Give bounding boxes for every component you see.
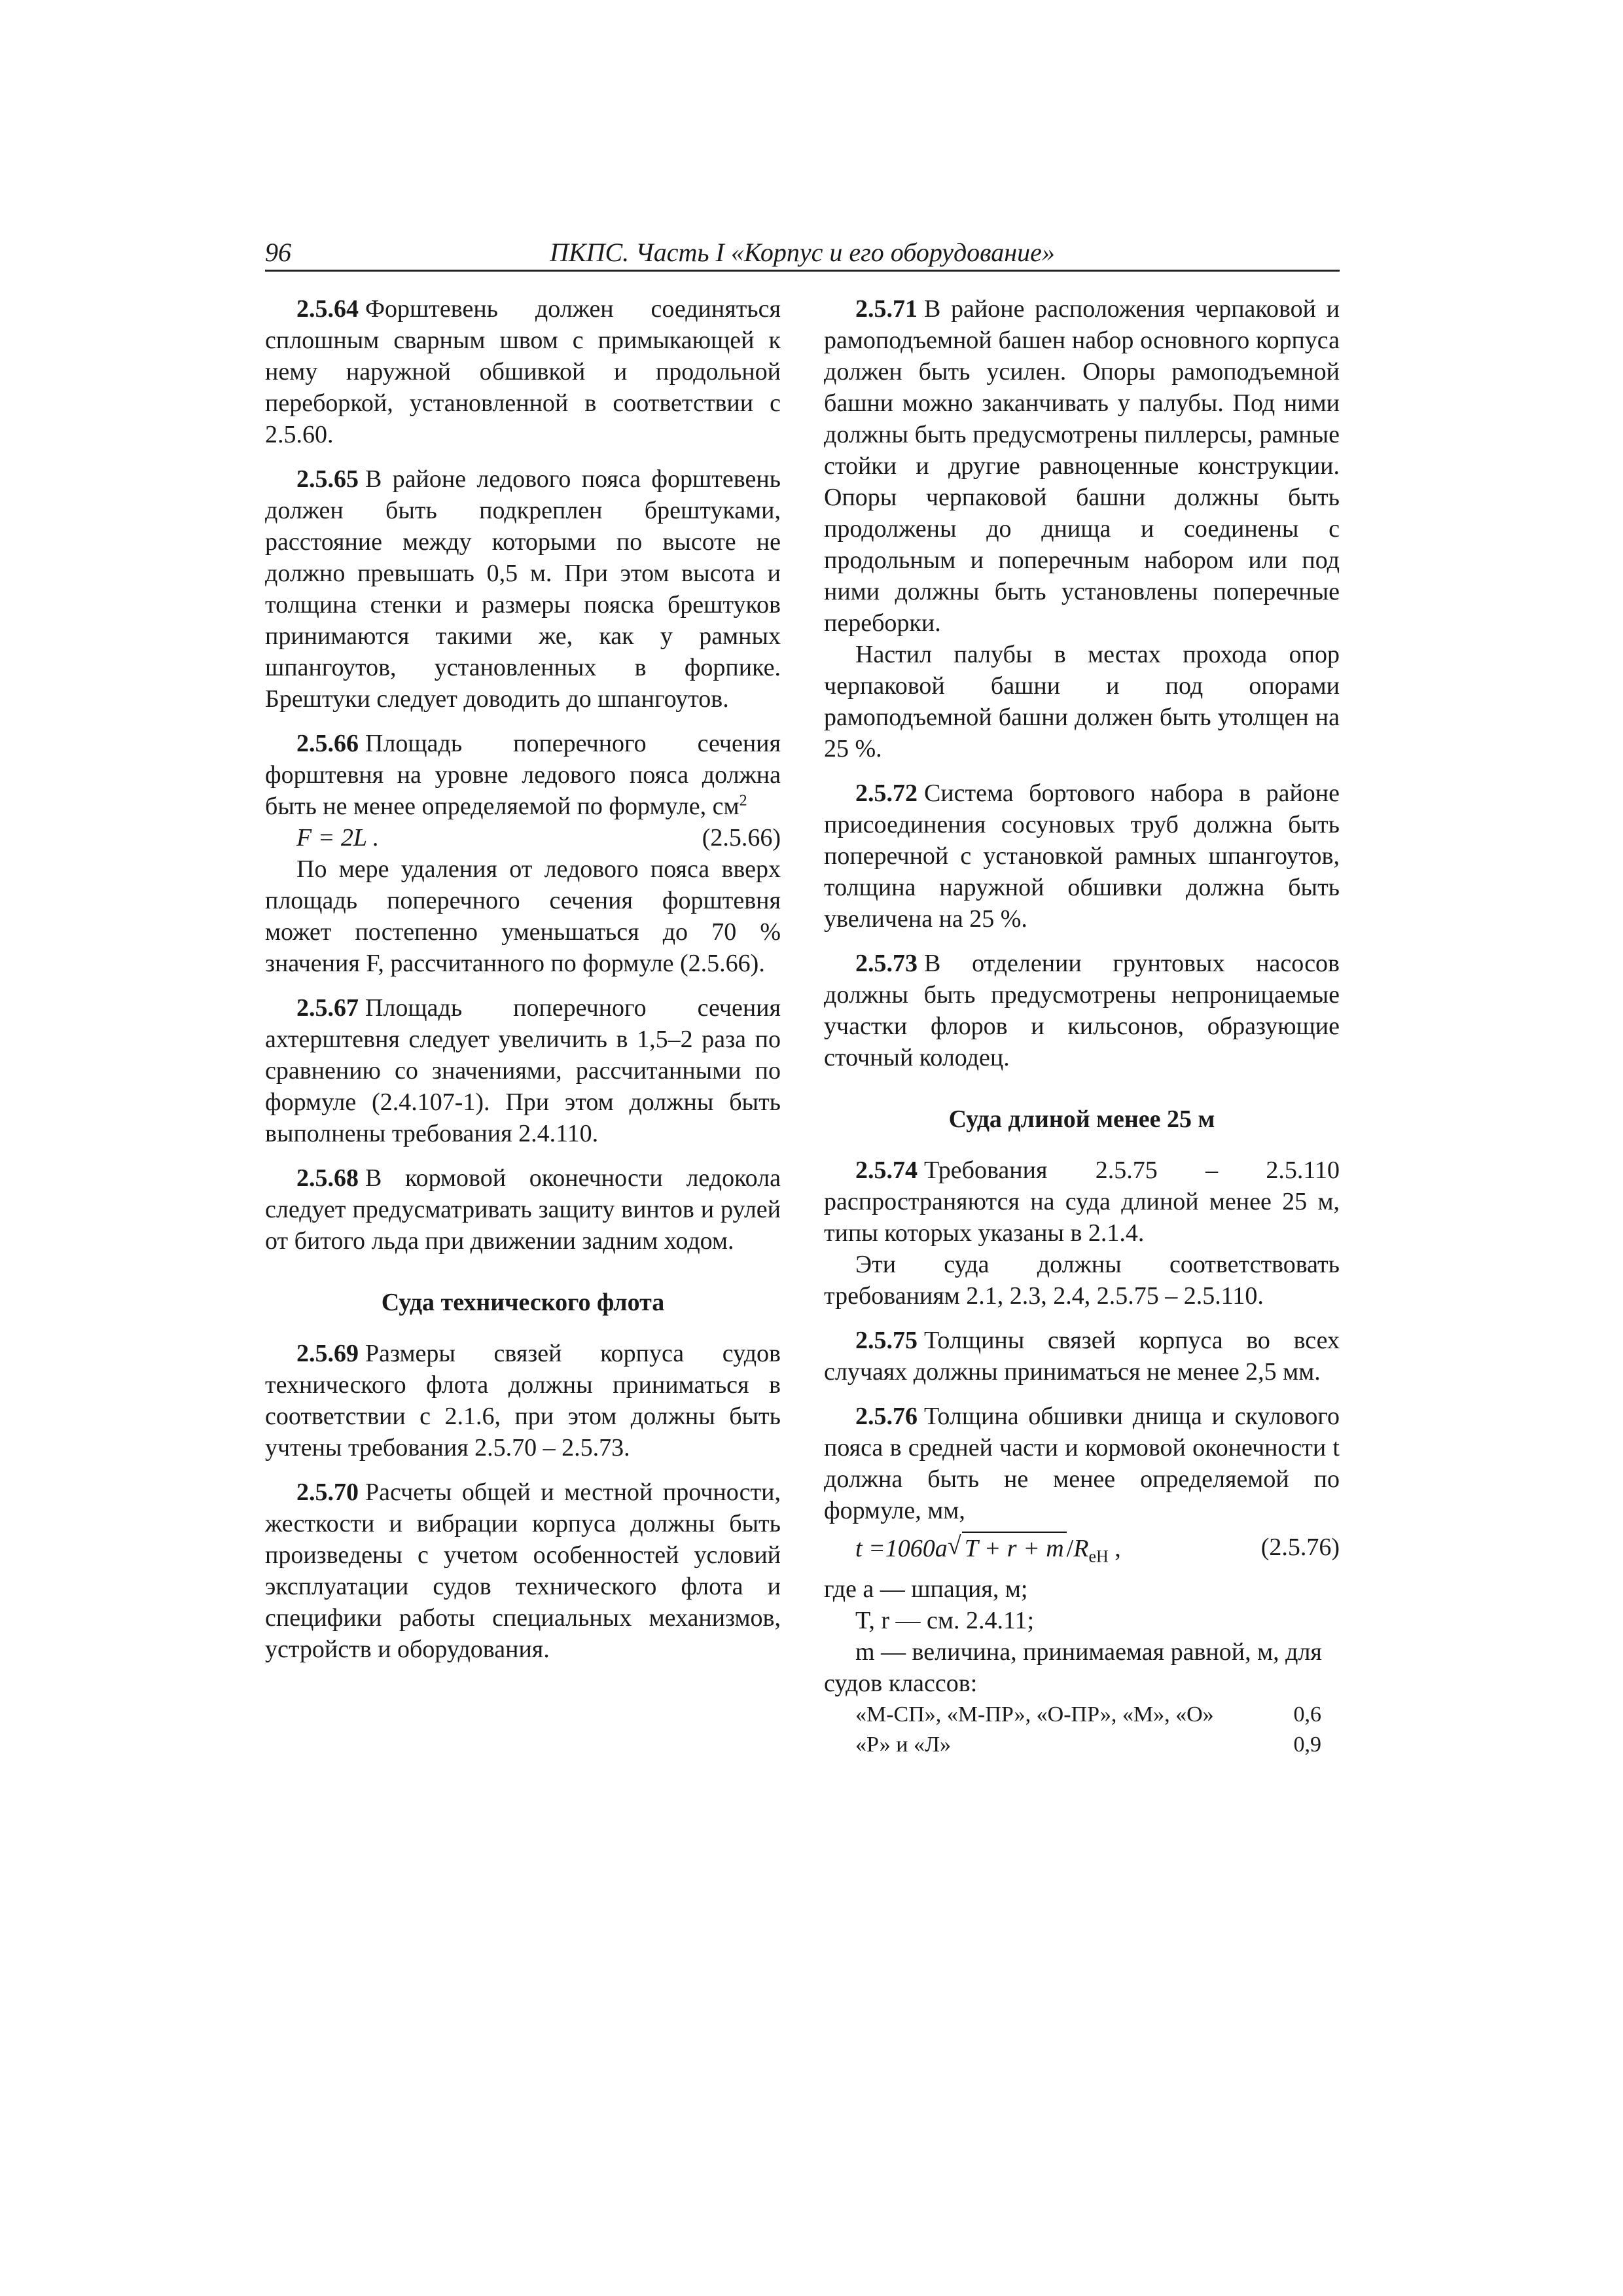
paragraph-2-5-66 bbox=[265, 728, 781, 822]
paragraph-text: Система бортового набора в районе присоединения сосуновых труб должна быть поперечной с установкой рамных шпангоутов, толщина наружной обшивки должна быть увеличена на 25 %. bbox=[824, 780, 1340, 933]
paragraph-text: Толщины связей корпуса во всех случаях должны приниматься не менее 2,5 мм. bbox=[824, 1327, 1340, 1386]
paragraph-2-5-70 bbox=[265, 1477, 781, 1665]
paragraph-number: 2.5.74 bbox=[855, 1157, 918, 1184]
class-name: «Р» и «Л» bbox=[855, 1732, 952, 1757]
section-heading-technical-fleet: Суда технического флота bbox=[381, 1289, 665, 1316]
paragraph-text: В районе ледового пояса форштевень должен быть подкреплен брештуками, расстояние между которыми по высоте не должно превышать 0,5 м. При этом высота и толщина стенки и размеры пояска брештуков принимаются такими же, как у рамных шпангоутов, установленных в форпике. Брештуки следует доводить до шпангоутов. bbox=[265, 465, 781, 713]
paragraph-text: Расчеты общей и местной прочности, жесткости и вибрации корпуса должны быть произведены с учетом особенностей условий эксплуатации судов технического флота и специфики работы специальных механизмов, устройств и оборудования. bbox=[265, 1479, 781, 1663]
class-row bbox=[824, 1699, 1340, 1729]
paragraph-number: 2.5.76 bbox=[855, 1403, 918, 1430]
formula-number: (2.5.76) bbox=[1260, 1534, 1340, 1561]
paragraph-number: 2.5.71 bbox=[855, 295, 918, 323]
paragraph-2-5-71-continued: Настил палубы в местах прохода опор черпаковой башни и под опорами рамоподъемной башни должен быть утолщен на 25 %. bbox=[824, 641, 1340, 762]
formula-2-5-76 bbox=[824, 1526, 1340, 1572]
formula-denominator-subscript: eH bbox=[1088, 1547, 1109, 1566]
paragraph-number: 2.5.67 bbox=[296, 994, 359, 1022]
square-root bbox=[948, 1532, 1067, 1564]
formula-denominator: R bbox=[1073, 1535, 1089, 1562]
paragraph-text: В кормовой оконечности ледокола следует предусматривать защиту винтов и рулей от битого льда при движении задним ходом. bbox=[265, 1164, 781, 1255]
right-column bbox=[824, 293, 1340, 1759]
paragraph-2-5-72 bbox=[824, 778, 1340, 935]
paragraph-number: 2.5.73 bbox=[855, 950, 918, 977]
paragraph-2-5-65 bbox=[265, 463, 781, 715]
legend-t-r: T, r — см. 2.4.11; bbox=[855, 1607, 1035, 1634]
paragraph-text: Площадь поперечного сечения ахтерштевня следует увеличить в 1,5–2 раза по сравнению со значениями, рассчитанными по формуле (2.4.107-1). При этом должны быть выполнены требования 2.4.110. bbox=[265, 994, 781, 1147]
paragraph-2-5-64 bbox=[265, 293, 781, 450]
paragraph-number: 2.5.65 bbox=[296, 465, 359, 493]
class-name: «М-СП», «М-ПР», «О-ПР», «М», «О» bbox=[855, 1702, 1214, 1727]
formula-legend bbox=[824, 1573, 1340, 1699]
paragraph-2-5-68 bbox=[265, 1162, 781, 1257]
paragraph-2-5-71 bbox=[824, 293, 1340, 639]
formula-slash: / bbox=[1066, 1535, 1074, 1562]
paragraph-text: Площадь поперечного сечения форштевня на уровне ледового пояса должна быть не менее определяемой по формуле, см bbox=[265, 730, 781, 820]
unit-superscript: 2 bbox=[739, 792, 747, 810]
formula-radicand: T + r + m bbox=[962, 1532, 1067, 1564]
paragraph-number: 2.5.66 bbox=[296, 730, 359, 757]
left-column bbox=[265, 293, 781, 1678]
formula-expression bbox=[855, 1532, 1121, 1564]
paragraph-text: Размеры связей корпуса судов технического флота должны приниматься в соответствии с 2.1.6, при этом должны быть учтены требования 2.5.70 – 2.5.73. bbox=[265, 1340, 781, 1462]
paragraph-text: В отделении грунтовых насосов должны быть предусмотрены непроницаемые участки флоров и кильсонов, образующие сточный колодец. bbox=[824, 950, 1340, 1071]
paragraph-text: Требования 2.5.75 – 2.5.110 распространяются на суда длиной менее 25 м, типы которых указаны в 2.1.4. bbox=[824, 1157, 1340, 1247]
paragraph-2-5-74-continued: Эти суда должны соответствовать требованиям 2.1, 2.3, 2.4, 2.5.75 – 2.5.110. bbox=[824, 1251, 1340, 1310]
legend-m: m — величина, принимаемая равной, м, для судов классов: bbox=[824, 1638, 1322, 1697]
formula-tail: , bbox=[1108, 1535, 1121, 1562]
paragraph-2-5-66-continued: По мере удаления от ледового пояса вверх площадь поперечного сечения форштевня может постепенно уменьшаться до 70 % значения F, рассчитанного по формуле (2.5.66). bbox=[265, 855, 781, 977]
paragraph-number: 2.5.75 bbox=[855, 1327, 918, 1354]
paragraph-number: 2.5.72 bbox=[855, 780, 918, 807]
paragraph-number: 2.5.64 bbox=[296, 295, 359, 323]
legend-a: где a — шпация, м; bbox=[824, 1575, 1028, 1603]
formula-expression: F = 2L . bbox=[296, 824, 380, 852]
radical-sign-icon: √ bbox=[947, 1532, 961, 1560]
formula-number: (2.5.66) bbox=[702, 824, 781, 852]
class-value: 0,9 bbox=[1293, 1732, 1321, 1757]
paragraph-2-5-75 bbox=[824, 1325, 1340, 1388]
section-heading-short-vessels: Суда длиной менее 25 м bbox=[948, 1105, 1215, 1133]
formula-2-5-66 bbox=[265, 822, 781, 853]
paragraph-text: В районе расположения черпаковой и рамоподъемной башен набор основного корпуса должен быть усилен. Опоры рамоподъемной башни можно заканчивать у палубы. Под ними должны быть предусмотрены пиллерсы, рамные стойки и другие равноценные конструкции. Опоры черпаковой башни должны быть продолжены до днища и соединены с продольным и поперечным набором или под ними должны быть установлены поперечные переборки. bbox=[824, 295, 1340, 637]
page-number: 96 bbox=[265, 238, 291, 267]
paragraph-2-5-74 bbox=[824, 1155, 1340, 1249]
paragraph-2-5-73 bbox=[824, 948, 1340, 1073]
paragraph-text: Толщина обшивки днища и скулового пояса в средней части и кормовой оконечности t должна быть не менее определяемой по формуле, мм, bbox=[824, 1403, 1340, 1524]
running-header bbox=[265, 236, 1340, 272]
class-value: 0,6 bbox=[1293, 1702, 1321, 1727]
paragraph-2-5-76 bbox=[824, 1401, 1340, 1526]
class-row bbox=[824, 1729, 1340, 1759]
paragraph-number: 2.5.70 bbox=[296, 1479, 359, 1506]
formula-lhs: t =1060a bbox=[855, 1535, 948, 1562]
paragraph-number: 2.5.68 bbox=[296, 1164, 359, 1192]
paragraph-2-5-69 bbox=[265, 1338, 781, 1463]
header-title: ПКПС. Часть I «Корпус и его оборудование» bbox=[550, 238, 1055, 267]
class-table bbox=[824, 1699, 1340, 1759]
paragraph-number: 2.5.69 bbox=[296, 1340, 359, 1367]
paragraph-2-5-67 bbox=[265, 992, 781, 1149]
paragraph-text: Форштевень должен соединяться сплошным сварным швом с примыкающей к нему наружной обшивкой и продольной переборкой, установленной в соответствии с 2.5.60. bbox=[265, 295, 781, 448]
